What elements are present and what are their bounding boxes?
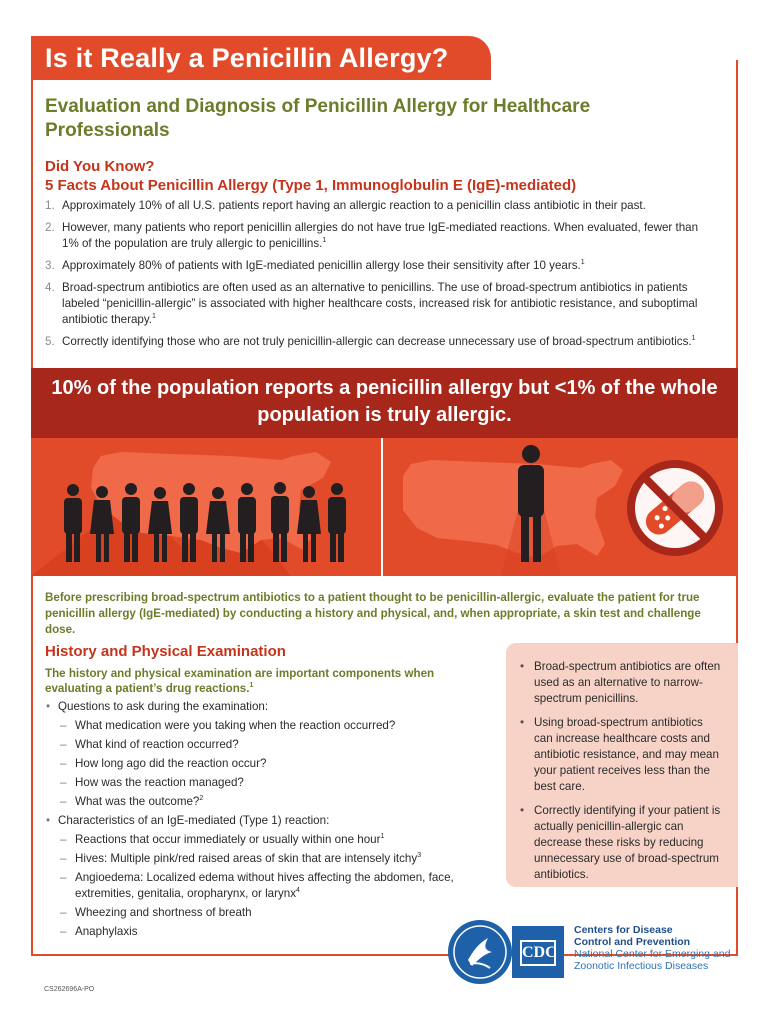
cdc-org-text: Centers for Disease Control and Prevention National Center for Emerging and Zoonotic Infectious Diseases: [574, 924, 731, 972]
did-you-know-heading: [45, 157, 576, 195]
illustration-panel: [31, 438, 738, 576]
illustration-svg: [31, 438, 738, 576]
fact-item: 4. Broad-spectrum antibiotics are often used as an alternative to penicillins. The use of broad-spectrum antibiotics in patients labeled “penicillin-allergic” is associated with higher healthcare costs, increased risk for antibiotic resistance, and suboptimal antibiotic therapy.$^1$: [45, 281, 698, 326]
history-heading: History and Physical Examination: [45, 643, 286, 660]
list-item: – Wheezing and shortness of breath: [58, 905, 485, 921]
list-item: – Angioedema: Localized edema without hives affecting the abdomen, face, extremities, genitalia, oropharynx, or larynx$^4$: [58, 870, 485, 902]
fact-item: 2. However, many patients who report penicillin allergies do not have true IgE-mediated reactions. When evaluated, fewer than 1% of the population are truly allergic to penicillins.$^1$: [45, 221, 699, 250]
page-title: Is it Really a Penicillin Allergy?: [45, 43, 449, 73]
no-pill-icon: [631, 464, 719, 552]
document-code: CS262696A-PO: [44, 986, 95, 993]
list-item: – Reactions that occur immediately or usually within one hour$^1$: [58, 832, 485, 848]
cdc-logo: [512, 926, 564, 978]
callout-list: [520, 659, 722, 883]
list-item: – How was the reaction managed?: [58, 775, 485, 791]
list-item: – Hives: Multiple pink/red raised areas of skin that are intensely itchy$^3$: [58, 851, 485, 867]
cdc-logo-mark: CDC: [520, 940, 556, 966]
divider: [381, 438, 383, 576]
list-item: • Questions to ask during the examination: – What medication were you taking when the reaction occurred? – What kind of reaction occurred? – How long ago did the reaction occur? – How was the reaction managed? – What was the outcome?$^2$: [45, 699, 485, 810]
list-item: – How long ago did the reaction occur?: [58, 756, 485, 772]
intro-paragraph: Before prescribing broad-spectrum antibiotics to a patient thought to be penicillin-allergic, evaluate the patient for true penicillin allergy (IgE-mediated) by conducting a history and physical, and, when appropriate, a skin test and challenge dose.: [45, 591, 701, 636]
did-you-know-title: Did You Know?: [45, 158, 155, 175]
list-item: • Using broad-spectrum antibiotics can increase healthcare costs and antibiotic resistance, and may mean your patient receives less than the best care.: [520, 715, 722, 795]
list-item: – What kind of reaction occurred?: [58, 737, 485, 753]
list-item: – What medication were you taking when the reaction occurred?: [58, 718, 485, 734]
list-item: • Broad-spectrum antibiotics are often used as an alternative to narrow-spectrum penicillins.: [520, 659, 722, 707]
banner-line-2: population is truly allergic.: [257, 404, 512, 426]
facts-title: 5 Facts About Penicillin Allergy (Type 1, Immunoglobulin E (IgE)-mediated): [45, 177, 577, 194]
person-silhouette-icon: [328, 483, 346, 562]
sub-list: [58, 832, 485, 940]
fact-item: 3. Approximately 80% of patients with IgE-mediated penicillin allergy lose their sensitivity after 10 years.$^1$: [45, 259, 585, 272]
banner-line-1: 10% of the population reports a penicillin allergy but <1% of the whole: [51, 377, 718, 399]
title-bar: [31, 36, 491, 80]
person-silhouette-icon: [297, 486, 321, 562]
page-subtitle: Evaluation and Diagnosis of Penicillin Allergy for Healthcare Professionals: [45, 96, 591, 141]
footer-logos: [448, 920, 738, 986]
fact-item: 5. Correctly identifying those who are not truly penicillin-allergic can decrease unnecessary use of broad-spectrum antibiotics.$^1$: [45, 335, 696, 348]
facts-list: [45, 198, 715, 356]
list-item: – What was the outcome?$^2$: [58, 794, 485, 810]
hhs-seal-icon: [448, 920, 512, 984]
list-item: – Anaphylaxis: [58, 924, 485, 940]
history-list: [45, 699, 485, 943]
list-item: • Correctly identifying if your patient is actually penicillin-allergic can decrease these risks by reducing unnecessary use of broad-spectrum antibiotics.: [520, 803, 722, 883]
fact-item: 1. Approximately 10% of all U.S. patients report having an allergic reaction to a penicillin class antibiotic in their past.: [45, 199, 646, 212]
list-item: • Characteristics of an IgE-mediated (Type 1) reaction: – Reactions that occur immediately or usually within one hour$^1$ – Hives: Multiple pink/red raised areas of skin that are intensely itchy$^3$ – Angioedema: Localized edema without hives affecting the abdomen, face, extremities, genitalia, oropharynx, or larynx$^4$ – Wheezing and shortness of breath – Anaphylaxis: [45, 813, 485, 940]
callout-box: [506, 643, 738, 887]
sub-list: [58, 718, 485, 810]
statistic-banner: [31, 368, 738, 438]
history-lead: The history and physical examination are important components when evaluating a patient’s drug reactions.$^1$: [45, 667, 435, 695]
